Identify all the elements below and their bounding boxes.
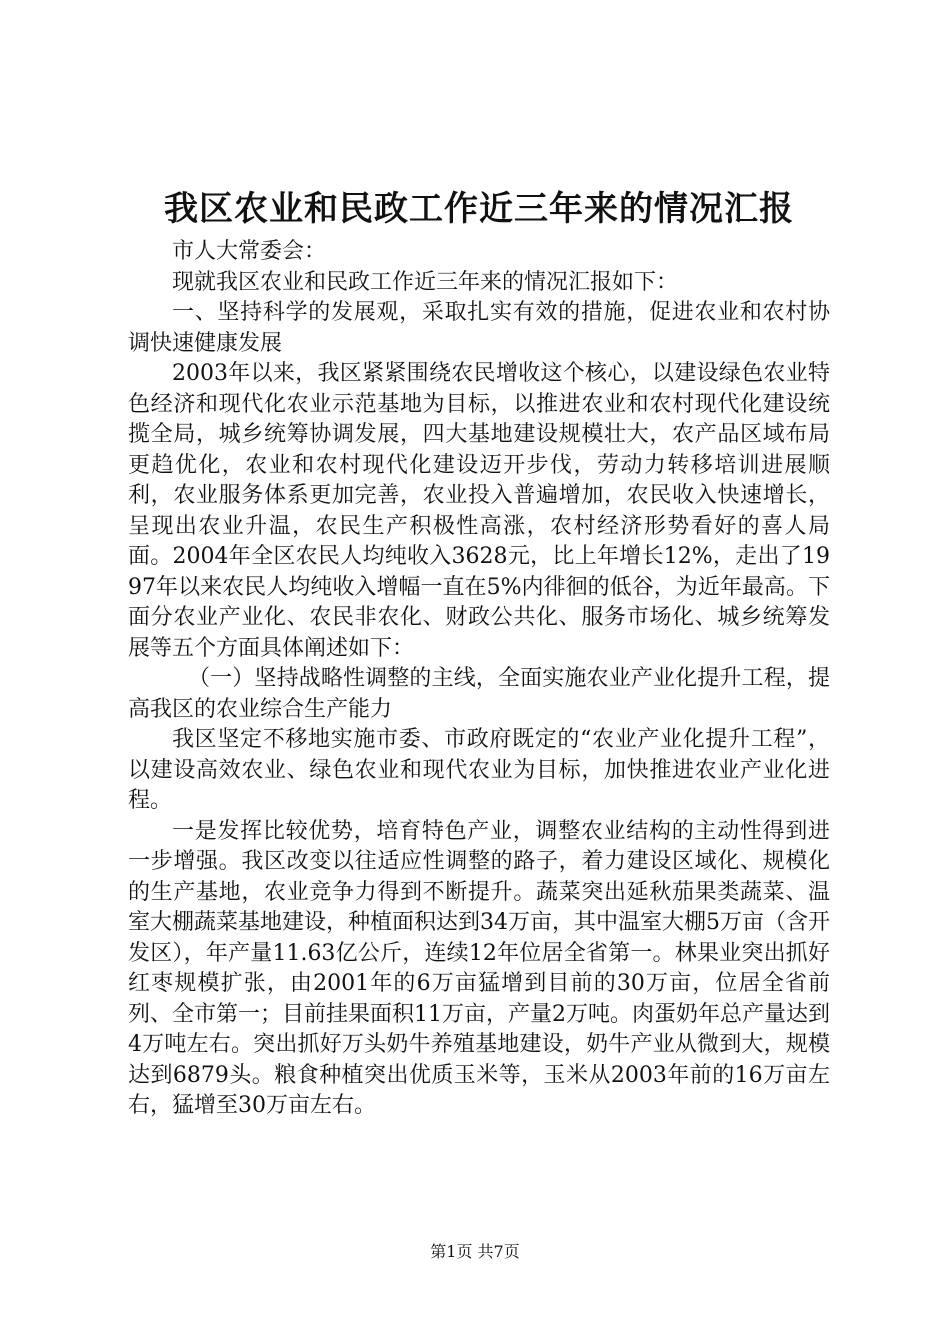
document-title: 我区农业和民政工作近三年来的情况汇报 bbox=[164, 189, 794, 229]
document-page bbox=[128, 185, 830, 1122]
section-heading: 一、坚持科学的发展观，采取扎实有效的措施，促进农业和农村协调快速健康发展 bbox=[128, 300, 830, 356]
salutation: 市人大常委会： bbox=[172, 239, 327, 264]
overview-paragraph: 2003年以来，我区紧紧围绕农民增收这个核心，以建设绿色农业特色经济和现代化农业示范基地为目标，以推进农业和农村现代化建设统揽全局，城乡统筹协调发展，四大基地建设规模壮大，农产品区域布局更趋优化，农业和农村现代化建设迈开步伐，劳动力转移培训进展顺利，农业服务体系更加完善，农业投入普遍增加，农民收入快速增长，呈现出农业升温，农民生产积极性高涨，农村经济形势看好的喜人局面。2004年全区农民人均纯收入3628元，比上年增长12%，走出了1997年以来农民人均纯收入增幅一直在5%内徘徊的低谷，为近年最高。下面分农业产业化、农民非农化、财政公共化、服务市场化、城乡统筹发展等五个方面具体阐述如下： bbox=[128, 361, 830, 661]
page-number-footer: 第1页 共7页 bbox=[430, 1242, 520, 1261]
body-paragraph: 我区坚定不移地实施市委、市政府既定的“农业产业化提升工程”，以建设高效农业、绿色农业和现代农业为目标，加快推进农业产业化进程。 bbox=[128, 727, 830, 813]
subsection-heading: （一）坚持战略性调整的主线，全面实施农业产业化提升工程，提高我区的农业综合生产能力 bbox=[128, 666, 830, 722]
body-paragraph: 一是发挥比较优势，培育特色产业，调整农业结构的主动性得到进一步增强。我区改变以往适应性调整的路子，着力建设区域化、规模化的生产基地，农业竞争力得到不断提升。蔬菜突出延秋茄果类蔬菜、温室大棚蔬菜基地建设，种植面积达到34万亩，其中温室大棚5万亩（含开发区），年产量11.63亿公斤，连续12年位居全省第一。林果业突出抓好红枣规模扩张，由2001年的6万亩猛增到目前的30万亩，位居全省前列、全市第一；目前挂果面积11万亩，产量2万吨。肉蛋奶年总产量达到4万吨左右。突出抓好万头奶牛养殖基地建设，奶牛产业从微到大，规模达到6879头。粮食种植突出优质玉米等，玉米从2003年前的16万亩左右，猛增至30万亩左右。 bbox=[128, 818, 830, 1118]
intro-paragraph: 现就我区农业和民政工作近三年来的情况汇报如下： bbox=[172, 269, 679, 295]
